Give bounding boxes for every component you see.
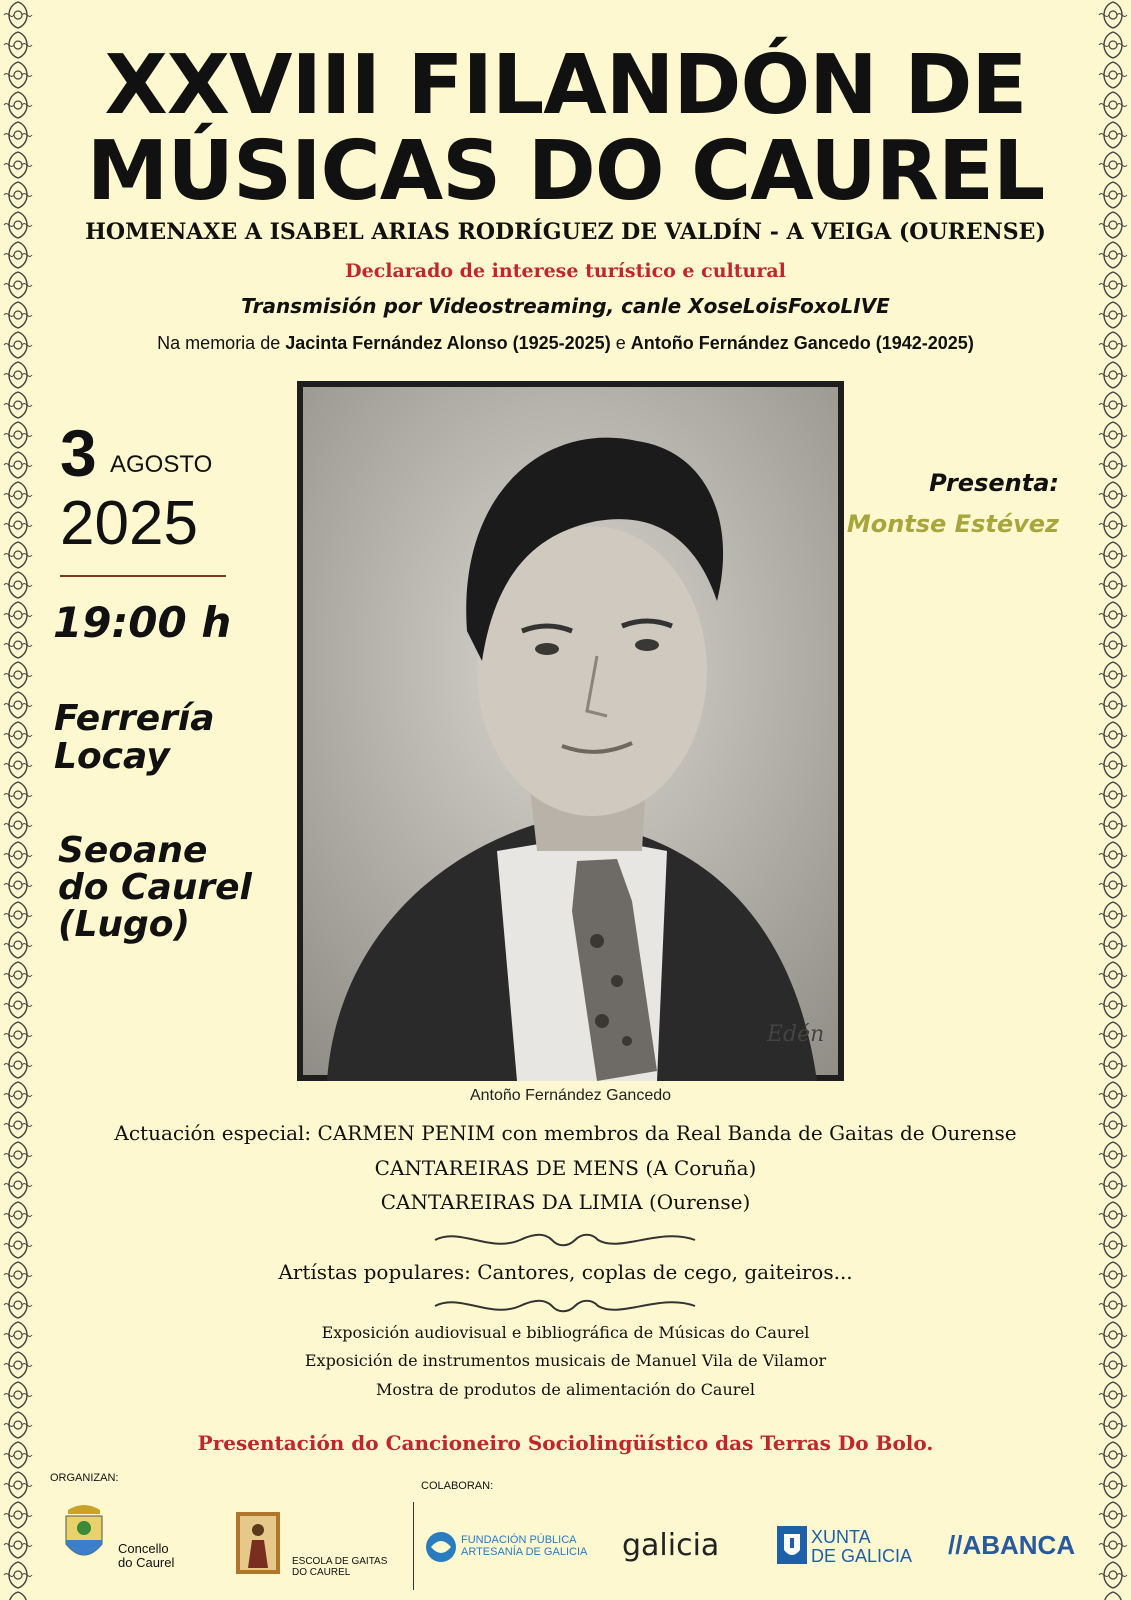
- presentation-line: Presentación do Cancioneiro Sociolingüístico das Terras Do Bolo.: [197, 1431, 934, 1455]
- escola-gaitas-logo-icon: [236, 1512, 280, 1574]
- fundacion-logo-text: [461, 1534, 587, 1558]
- performance-line-1: Actuación especial: CARMEN PENIM con membros da Real Banda de Gaitas de Ourense: [114, 1121, 1017, 1145]
- xunta-shield-icon: [777, 1526, 807, 1564]
- exhibit-line-1: Exposición audiovisual e bibliográfica de Músicas do Caurel: [321, 1323, 810, 1342]
- organizan-label: ORGANIZAN:: [50, 1472, 119, 1484]
- memoria-line: [0, 333, 1131, 354]
- ornament-divider-1: [430, 1227, 700, 1253]
- date-month: AGOSTO: [110, 451, 213, 478]
- abanca-logo: //ABANCA: [948, 1530, 1076, 1560]
- place-line-3: (Lugo): [58, 904, 190, 945]
- concello-crest-icon: [62, 1500, 106, 1570]
- portrait-photo: [297, 381, 844, 1081]
- performance-line-2: CANTAREIRAS DE MENS (A Coruña): [374, 1156, 757, 1180]
- place-line-1: Seoane: [58, 830, 208, 871]
- date-year: 2025: [60, 489, 198, 558]
- memoria-conj: e: [615, 333, 626, 353]
- venue-line-1: Ferrería: [54, 698, 215, 739]
- photo-signature: Edén: [767, 1022, 825, 1047]
- place: [58, 832, 252, 943]
- escola-logo-text: [292, 1556, 387, 1578]
- memoria-person-1: Jacinta Fernández Alonso (1925-2025): [285, 333, 611, 353]
- presenter-name: Montse Estévez: [846, 510, 1059, 538]
- event-time: 19:00 h: [53, 598, 232, 647]
- memoria-person-2: Antoño Fernández Gancedo (1942-2025): [630, 333, 974, 353]
- concello-logo-text: [118, 1542, 174, 1570]
- escola-line-2: DO CAUREL: [292, 1567, 351, 1578]
- artists-line: Artístas populares: Cantores, coplas de cego, gaiteiros...: [278, 1260, 853, 1284]
- place-line-2: do Caurel: [58, 867, 252, 908]
- xunta-logo-text: [811, 1528, 912, 1566]
- venue: [54, 700, 215, 776]
- xunta-line-2: DE GALICIA: [811, 1546, 913, 1566]
- venue-line-2: Locay: [54, 736, 170, 777]
- title-line-2: MÚSICAS DO CAUREL: [86, 124, 1045, 219]
- declared-text: Declarado de interese turístico e cultural: [345, 260, 786, 282]
- concello-line-2: do Caurel: [118, 1555, 175, 1570]
- fundacion-line-2: ARTESANÍA DE GALICIA: [461, 1546, 588, 1558]
- performance-line-3: CANTAREIRAS DA LIMIA (Ourense): [380, 1190, 751, 1214]
- galicia-logo: galicia: [622, 1528, 720, 1563]
- ornament-divider-2: [430, 1293, 700, 1319]
- exhibit-line-2: Exposición de instrumentos musicais de Manuel Vila de Vilamor: [304, 1351, 827, 1370]
- title-line-1: XXVIII FILANDÓN DE: [104, 38, 1027, 133]
- date-divider: [60, 575, 226, 577]
- concello-line-1: Concello: [118, 1541, 169, 1556]
- presenta-label: Presenta:: [929, 469, 1059, 497]
- exhibit-line-3: Mostra de produtos de alimentación do Caurel: [375, 1380, 756, 1399]
- date-day: 3: [60, 416, 97, 490]
- fundacion-artesania-icon: [423, 1530, 459, 1564]
- memoria-prefix: Na memoria de: [157, 333, 281, 353]
- photo-caption: Antoño Fernández Gancedo: [469, 1087, 672, 1104]
- xunta-line-1: XUNTA: [811, 1527, 871, 1547]
- subtitle: HOMENAXE A ISABEL ARIAS RODRÍGUEZ DE VALDÍN - A VEIGA (OURENSE): [85, 219, 1046, 245]
- fundacion-line-1: FUNDACIÓN PÚBLICA: [461, 1534, 577, 1546]
- footer-divider: [413, 1502, 414, 1590]
- colaboran-label: COLABORAN:: [421, 1480, 494, 1492]
- escola-line-1: ESCOLA DE GAITAS: [292, 1556, 388, 1567]
- streaming-text: Transmisión por Videostreaming, canle XoseLoisFoxoLIVE: [241, 294, 890, 318]
